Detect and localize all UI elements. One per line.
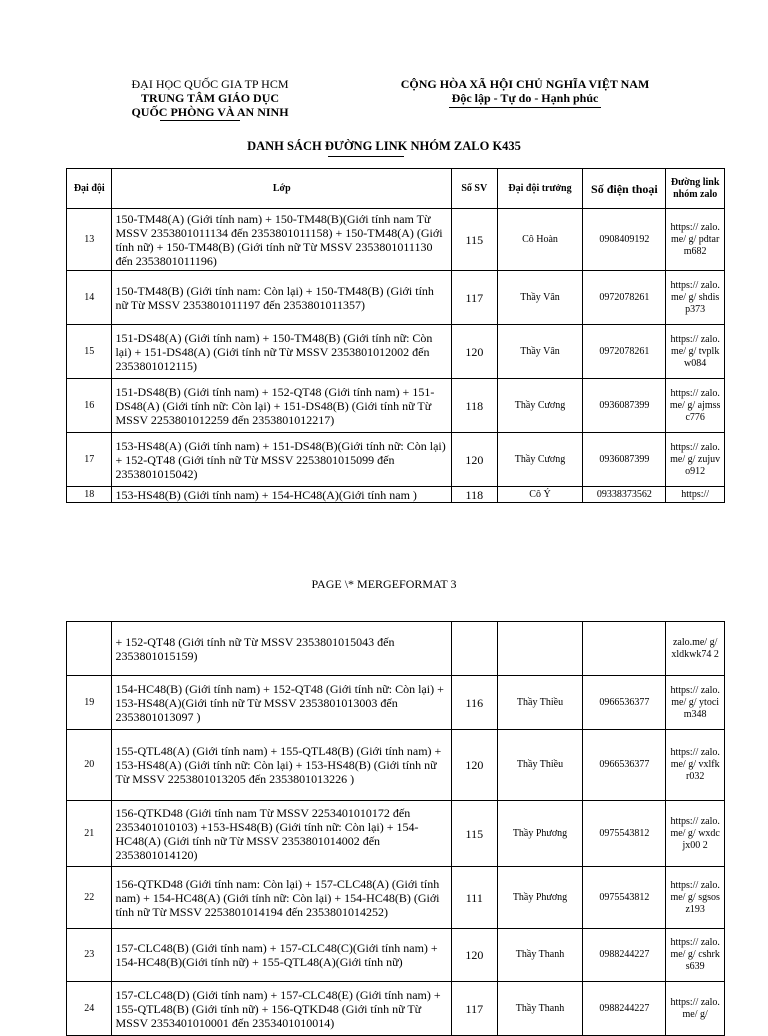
col-header: Đại đội trưởng [497, 169, 583, 209]
phone-cell [583, 622, 666, 676]
zalo-link[interactable]: zalo.me/ g/ xldkwk74 2 [666, 622, 725, 676]
phone-cell: 0975543812 [583, 801, 666, 867]
zalo-table-page2 [66, 621, 725, 1036]
lop-cell: 153-HS48(B) (Giới tính nam) + 154-HC48(A)(Giới tính nam ) [112, 487, 452, 503]
table-row [67, 379, 725, 433]
lop-cell: 157-CLC48(B) (Giới tính nam) + 157-CLC48(C)(Giới tính nam) + 154-HC48(B)(Giới tính nữ) + 155-QTL48(A)(Giới tính nữ) [112, 929, 452, 982]
phone-cell: 0988244227 [583, 982, 666, 1036]
truong-cell: Thầy Cương [497, 433, 583, 487]
center-name-line2: QUỐC PHÒNG VÀ AN NINH [131, 105, 289, 119]
col-header: Lớp [112, 169, 452, 209]
dai-doi-cell [67, 622, 112, 676]
so-sv-cell: 120 [452, 730, 497, 801]
so-sv-cell: 120 [452, 433, 497, 487]
phone-cell: 0988244227 [583, 929, 666, 982]
dai-doi-cell: 15 [67, 325, 112, 379]
phone-cell: 0908409192 [583, 209, 666, 271]
truong-cell: Thầy Cương [497, 379, 583, 433]
so-sv-cell: 115 [452, 209, 497, 271]
lop-cell: 150-TM48(A) (Giới tính nam) + 150-TM48(B)(Giới tính nam Từ MSSV 2353801011134 đến 2353801011158) + 150-TM48(A) (Giới tính nữ) + 150-TM48(B) (Giới tính nữ Từ MSSV 2353801011130 đến 2353801011196) [112, 209, 452, 271]
phone-cell: 09338373562 [583, 487, 666, 503]
lop-cell: 155-QTL48(A) (Giới tính nam) + 155-QTL48(B) (Giới tính nam) + 153-HS48(A) (Giới tính nữ: Còn lại) + 153-HS48(B) (Giới tính nữ Từ MSSV 2253801013205 đến 2353801013226 ) [112, 730, 452, 801]
phone-cell: 0972078261 [583, 325, 666, 379]
country-name: CỘNG HÒA XÃ HỘI CHỦ NGHĨA VIỆT NAM [400, 77, 650, 91]
zalo-link[interactable]: https:// zalo.me/ g/ zujuvo912 [666, 433, 725, 487]
dai-doi-cell: 19 [67, 676, 112, 730]
lop-cell: 150-TM48(B) (Giới tính nam: Còn lại) + 150-TM48(B) (Giới tính nữ Từ MSSV 2353801011197 đến 2353801011357) [112, 271, 452, 325]
col-header: Số SV [452, 169, 497, 209]
dai-doi-cell: 21 [67, 801, 112, 867]
truong-cell: Thầy Thanh [497, 982, 583, 1036]
table-header-row [67, 169, 725, 209]
dai-doi-cell: 16 [67, 379, 112, 433]
zalo-link[interactable]: https:// [666, 487, 725, 503]
title-underline [328, 156, 404, 157]
zalo-link[interactable]: https:// zalo.me/ g/ wxdcjx00 2 [666, 801, 725, 867]
phone-cell: 0975543812 [583, 867, 666, 929]
table-row [67, 271, 725, 325]
dai-doi-cell: 13 [67, 209, 112, 271]
truong-cell: Thầy Vân [497, 271, 583, 325]
zalo-link[interactable]: https:// zalo.me/ g/ pdtarm682 [666, 209, 725, 271]
so-sv-cell: 120 [452, 325, 497, 379]
zalo-link[interactable]: https:// zalo.me/ g/ sgsosz193 [666, 867, 725, 929]
phone-cell: 0966536377 [583, 676, 666, 730]
table-row [67, 433, 725, 487]
header-left [95, 77, 325, 119]
truong-cell: Thầy Phương [497, 801, 583, 867]
lop-cell: + 152-QT48 (Giới tính nữ Từ MSSV 2353801015043 đến 2353801015159) [112, 622, 452, 676]
dai-doi-cell: 20 [67, 730, 112, 801]
so-sv-cell: 120 [452, 929, 497, 982]
dai-doi-cell: 18 [67, 487, 112, 503]
dai-doi-cell: 17 [67, 433, 112, 487]
so-sv-cell: 111 [452, 867, 497, 929]
lop-cell: 153-HS48(A) (Giới tính nam) + 151-DS48(B)(Giới tính nữ: Còn lại) + 152-QT48 (Giới tính nữ Từ MSSV 2253801015099 đến 2353801015042) [112, 433, 452, 487]
header-right [380, 77, 670, 105]
zalo-link[interactable]: https:// zalo.me/ g/ tvplkw084 [666, 325, 725, 379]
motto: Độc lập - Tự do - Hạnh phúc [451, 91, 599, 105]
so-sv-cell [452, 622, 497, 676]
so-sv-cell: 117 [452, 271, 497, 325]
table-row [67, 730, 725, 801]
document-title: DANH SÁCH ĐƯỜNG LINK NHÓM ZALO K435 [247, 139, 521, 153]
table-row [67, 487, 725, 503]
lop-cell: 156-QTKD48 (Giới tính nam Từ MSSV 2253401010172 đến 2353401010103) +153-HS48(B) (Giới tính nữ: Còn lại) + 154-HC48(A) (Giới tính nữ Từ MSSV 2353801014002 đến 2353801014120) [112, 801, 452, 867]
zalo-link[interactable]: https:// zalo.me/ g/ [666, 982, 725, 1036]
table-row [67, 325, 725, 379]
dai-doi-cell: 22 [67, 867, 112, 929]
table-row [67, 982, 725, 1036]
so-sv-cell: 118 [452, 379, 497, 433]
university-name: ĐẠI HỌC QUỐC GIA TP HCM [131, 77, 289, 91]
so-sv-cell: 118 [452, 487, 497, 503]
lop-cell: 151-DS48(B) (Giới tính nam) + 152-QT48 (Giới tính nam) + 151-DS48(A) (Giới tính nữ: Còn lại) + 151-DS48(B) (Giới tính nữ Từ MSSV 2253801012259 đến 2353801012217) [112, 379, 452, 433]
truong-cell: Thầy Vân [497, 325, 583, 379]
col-header: Đường link nhóm zalo [666, 169, 725, 209]
center-name-line1: TRUNG TÂM GIÁO DỤC [140, 91, 280, 105]
phone-cell: 0936087399 [583, 379, 666, 433]
table-row [67, 929, 725, 982]
lop-cell: 156-QTKD48 (Giới tính nam: Còn lại) + 157-CLC48(A) (Giới tính nam) + 154-HC48(A) (Giới tính nữ: Còn lại) + 154-HC48(B) (Giới tính nữ Từ MSSV 2253801014194 đến 2353801014252) [112, 867, 452, 929]
so-sv-cell: 115 [452, 801, 497, 867]
truong-cell: Thầy Thiều [497, 676, 583, 730]
dai-doi-cell: 23 [67, 929, 112, 982]
lop-cell: 154-HC48(B) (Giới tính nam) + 152-QT48 (Giới tính nữ: Còn lại) + 153-HS48(A)(Giới tính nữ Từ MSSV 2353801013003 đến 2353801013097 ) [112, 676, 452, 730]
header-left-underline [160, 120, 240, 121]
zalo-link[interactable]: https:// zalo.me/ g/ cshrks639 [666, 929, 725, 982]
zalo-link[interactable]: https:// zalo.me/ g/ ajmssc776 [666, 379, 725, 433]
lop-cell: 157-CLC48(D) (Giới tính nam) + 157-CLC48(E) (Giới tính nam) + 155-QTL48(B) (Giới tính nữ) + 156-QTKD48 (Giới tính nữ Từ MSSV 2353401010001 đến 2353401010014) [112, 982, 452, 1036]
dai-doi-cell: 14 [67, 271, 112, 325]
table-row [67, 801, 725, 867]
zalo-link[interactable]: https:// zalo.me/ g/ vxlfkr032 [666, 730, 725, 801]
col-header: Đại đội [67, 169, 112, 209]
zalo-link[interactable]: https:// zalo.me/ g/ ytocim348 [666, 676, 725, 730]
zalo-table-page1 [66, 168, 725, 503]
table-row [67, 622, 725, 676]
so-sv-cell: 117 [452, 982, 497, 1036]
phone-cell: 0966536377 [583, 730, 666, 801]
table-row [67, 867, 725, 929]
page-footer: PAGE \* MERGEFORMAT 3 [311, 577, 457, 591]
truong-cell: Thầy Thiều [497, 730, 583, 801]
lop-cell: 151-DS48(A) (Giới tính nam) + 150-TM48(B) (Giới tính nữ: Còn lại) + 151-DS48(A) (Giới tính nữ Từ MSSV 2353801012002 đến 2353801012115) [112, 325, 452, 379]
phone-cell: 0936087399 [583, 433, 666, 487]
table-row [67, 676, 725, 730]
col-header: Số điện thoại [583, 169, 666, 209]
so-sv-cell: 116 [452, 676, 497, 730]
zalo-link[interactable]: https:// zalo.me/ g/ shdisp373 [666, 271, 725, 325]
truong-cell: Thầy Thanh [497, 929, 583, 982]
truong-cell: Thầy Phương [497, 867, 583, 929]
truong-cell [497, 622, 583, 676]
dai-doi-cell: 24 [67, 982, 112, 1036]
table-row [67, 209, 725, 271]
truong-cell: Cô Hoàn [497, 209, 583, 271]
phone-cell: 0972078261 [583, 271, 666, 325]
truong-cell: Cô Ý [497, 487, 583, 503]
motto-underline [449, 107, 601, 108]
